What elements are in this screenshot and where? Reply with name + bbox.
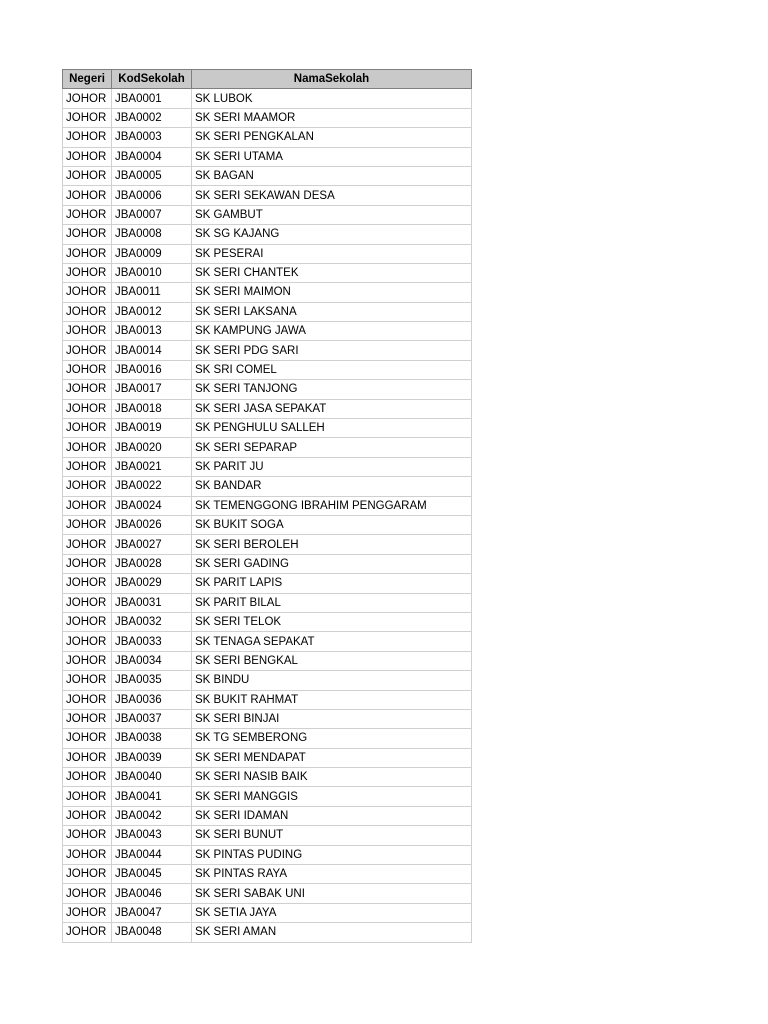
- cell-kodsekolah: JBA0032: [112, 612, 192, 631]
- table-row: [63, 477, 472, 496]
- cell-negeri: JOHOR: [63, 671, 112, 690]
- cell-kodsekolah: JBA0019: [112, 419, 192, 438]
- table-row: [63, 632, 472, 651]
- cell-kodsekolah: JBA0012: [112, 302, 192, 321]
- cell-namasekolah: SK SERI JASA SEPAKAT: [192, 399, 472, 418]
- cell-namasekolah: SK PESERAI: [192, 244, 472, 263]
- cell-negeri: JOHOR: [63, 690, 112, 709]
- table-row: [63, 574, 472, 593]
- cell-negeri: JOHOR: [63, 360, 112, 379]
- cell-kodsekolah: JBA0033: [112, 632, 192, 651]
- cell-namasekolah: SK TG SEMBERONG: [192, 729, 472, 748]
- cell-kodsekolah: JBA0016: [112, 360, 192, 379]
- table-row: [63, 651, 472, 670]
- table-row: [63, 554, 472, 573]
- cell-kodsekolah: JBA0017: [112, 380, 192, 399]
- cell-negeri: JOHOR: [63, 612, 112, 631]
- table-header: [63, 70, 472, 89]
- cell-namasekolah: SK SERI MAAMOR: [192, 108, 472, 127]
- cell-kodsekolah: JBA0029: [112, 574, 192, 593]
- cell-negeri: JOHOR: [63, 128, 112, 147]
- cell-namasekolah: SK SERI GADING: [192, 554, 472, 573]
- cell-namasekolah: SK SERI MANGGIS: [192, 787, 472, 806]
- table-row: [63, 380, 472, 399]
- cell-negeri: JOHOR: [63, 806, 112, 825]
- table-row: [63, 322, 472, 341]
- cell-kodsekolah: JBA0039: [112, 748, 192, 767]
- cell-namasekolah: SK SERI SABAK UNI: [192, 884, 472, 903]
- cell-negeri: JOHOR: [63, 651, 112, 670]
- cell-negeri: JOHOR: [63, 787, 112, 806]
- cell-namasekolah: SK SRI COMEL: [192, 360, 472, 379]
- table-row: [63, 903, 472, 922]
- cell-kodsekolah: JBA0018: [112, 399, 192, 418]
- cell-namasekolah: SK PINTAS RAYA: [192, 865, 472, 884]
- cell-negeri: JOHOR: [63, 477, 112, 496]
- cell-negeri: JOHOR: [63, 748, 112, 767]
- cell-kodsekolah: JBA0013: [112, 322, 192, 341]
- cell-namasekolah: SK PINTAS PUDING: [192, 845, 472, 864]
- cell-namasekolah: SK BUKIT SOGA: [192, 515, 472, 534]
- cell-negeri: JOHOR: [63, 341, 112, 360]
- table-row: [63, 419, 472, 438]
- cell-namasekolah: SK GAMBUT: [192, 205, 472, 224]
- cell-namasekolah: SK SERI MAIMON: [192, 283, 472, 302]
- cell-negeri: JOHOR: [63, 438, 112, 457]
- cell-kodsekolah: JBA0003: [112, 128, 192, 147]
- cell-namasekolah: SK SETIA JAYA: [192, 903, 472, 922]
- table-row: [63, 283, 472, 302]
- table-row: [63, 865, 472, 884]
- cell-namasekolah: SK KAMPUNG JAWA: [192, 322, 472, 341]
- cell-namasekolah: SK SERI BUNUT: [192, 826, 472, 845]
- table-row: [63, 438, 472, 457]
- cell-kodsekolah: JBA0002: [112, 108, 192, 127]
- cell-kodsekolah: JBA0020: [112, 438, 192, 457]
- cell-kodsekolah: JBA0043: [112, 826, 192, 845]
- cell-namasekolah: SK SERI TANJONG: [192, 380, 472, 399]
- cell-kodsekolah: JBA0014: [112, 341, 192, 360]
- table-row: [63, 244, 472, 263]
- cell-negeri: JOHOR: [63, 884, 112, 903]
- cell-kodsekolah: JBA0034: [112, 651, 192, 670]
- cell-kodsekolah: JBA0007: [112, 205, 192, 224]
- cell-namasekolah: SK SERI PENGKALAN: [192, 128, 472, 147]
- cell-kodsekolah: JBA0046: [112, 884, 192, 903]
- cell-negeri: JOHOR: [63, 283, 112, 302]
- cell-namasekolah: SK SERI MENDAPAT: [192, 748, 472, 767]
- header-namasekolah: NamaSekolah: [192, 70, 472, 89]
- cell-kodsekolah: JBA0036: [112, 690, 192, 709]
- cell-namasekolah: SK PARIT LAPIS: [192, 574, 472, 593]
- cell-namasekolah: SK LUBOK: [192, 89, 472, 108]
- table-row: [63, 205, 472, 224]
- table-row: [63, 225, 472, 244]
- table-row: [63, 147, 472, 166]
- cell-namasekolah: SK SERI IDAMAN: [192, 806, 472, 825]
- cell-kodsekolah: JBA0004: [112, 147, 192, 166]
- cell-namasekolah: SK SERI BENGKAL: [192, 651, 472, 670]
- cell-negeri: JOHOR: [63, 419, 112, 438]
- cell-namasekolah: SK BUKIT RAHMAT: [192, 690, 472, 709]
- table-row: [63, 593, 472, 612]
- cell-negeri: JOHOR: [63, 263, 112, 282]
- table-row: [63, 263, 472, 282]
- cell-kodsekolah: JBA0021: [112, 457, 192, 476]
- table-row: [63, 690, 472, 709]
- table-row: [63, 671, 472, 690]
- cell-kodsekolah: JBA0010: [112, 263, 192, 282]
- table-row: [63, 360, 472, 379]
- cell-kodsekolah: JBA0037: [112, 709, 192, 728]
- cell-negeri: JOHOR: [63, 535, 112, 554]
- table-row: [63, 496, 472, 515]
- cell-negeri: JOHOR: [63, 225, 112, 244]
- cell-negeri: JOHOR: [63, 709, 112, 728]
- table-row: [63, 748, 472, 767]
- table-row: [63, 787, 472, 806]
- cell-kodsekolah: JBA0045: [112, 865, 192, 884]
- school-list-sheet: [62, 69, 472, 943]
- cell-kodsekolah: JBA0009: [112, 244, 192, 263]
- table-row: [63, 341, 472, 360]
- school-table: [62, 69, 472, 943]
- cell-namasekolah: SK BAGAN: [192, 166, 472, 185]
- cell-namasekolah: SK SERI SEPARAP: [192, 438, 472, 457]
- cell-negeri: JOHOR: [63, 593, 112, 612]
- cell-negeri: JOHOR: [63, 166, 112, 185]
- cell-kodsekolah: JBA0042: [112, 806, 192, 825]
- cell-namasekolah: SK BANDAR: [192, 477, 472, 496]
- cell-negeri: JOHOR: [63, 826, 112, 845]
- table-row: [63, 709, 472, 728]
- table-row: [63, 108, 472, 127]
- cell-negeri: JOHOR: [63, 729, 112, 748]
- cell-kodsekolah: JBA0041: [112, 787, 192, 806]
- cell-kodsekolah: JBA0048: [112, 923, 192, 942]
- table-row: [63, 89, 472, 108]
- cell-negeri: JOHOR: [63, 923, 112, 942]
- table-row: [63, 845, 472, 864]
- cell-kodsekolah: JBA0044: [112, 845, 192, 864]
- cell-kodsekolah: JBA0006: [112, 186, 192, 205]
- cell-kodsekolah: JBA0028: [112, 554, 192, 573]
- table-row: [63, 457, 472, 476]
- table-row: [63, 166, 472, 185]
- table-row: [63, 768, 472, 787]
- cell-kodsekolah: JBA0035: [112, 671, 192, 690]
- cell-kodsekolah: JBA0038: [112, 729, 192, 748]
- cell-namasekolah: SK SERI LAKSANA: [192, 302, 472, 321]
- table-row: [63, 884, 472, 903]
- cell-namasekolah: SK SERI CHANTEK: [192, 263, 472, 282]
- cell-kodsekolah: JBA0001: [112, 89, 192, 108]
- cell-namasekolah: SK PARIT BILAL: [192, 593, 472, 612]
- cell-namasekolah: SK PENGHULU SALLEH: [192, 419, 472, 438]
- cell-kodsekolah: JBA0005: [112, 166, 192, 185]
- cell-negeri: JOHOR: [63, 865, 112, 884]
- cell-namasekolah: SK SERI TELOK: [192, 612, 472, 631]
- table-row: [63, 729, 472, 748]
- cell-negeri: JOHOR: [63, 186, 112, 205]
- cell-kodsekolah: JBA0031: [112, 593, 192, 612]
- cell-kodsekolah: JBA0026: [112, 515, 192, 534]
- cell-namasekolah: SK TEMENGGONG IBRAHIM PENGGARAM: [192, 496, 472, 515]
- table-row: [63, 806, 472, 825]
- table-row: [63, 826, 472, 845]
- cell-namasekolah: SK BINDU: [192, 671, 472, 690]
- cell-negeri: JOHOR: [63, 515, 112, 534]
- cell-kodsekolah: JBA0022: [112, 477, 192, 496]
- cell-namasekolah: SK SERI PDG SARI: [192, 341, 472, 360]
- cell-namasekolah: SK TENAGA SEPAKAT: [192, 632, 472, 651]
- cell-negeri: JOHOR: [63, 632, 112, 651]
- cell-negeri: JOHOR: [63, 903, 112, 922]
- cell-kodsekolah: JBA0011: [112, 283, 192, 302]
- cell-negeri: JOHOR: [63, 380, 112, 399]
- cell-kodsekolah: JBA0047: [112, 903, 192, 922]
- cell-negeri: JOHOR: [63, 147, 112, 166]
- cell-negeri: JOHOR: [63, 108, 112, 127]
- cell-negeri: JOHOR: [63, 457, 112, 476]
- header-negeri: Negeri: [63, 70, 112, 89]
- cell-namasekolah: SK SG KAJANG: [192, 225, 472, 244]
- cell-namasekolah: SK SERI BINJAI: [192, 709, 472, 728]
- table-row: [63, 535, 472, 554]
- cell-namasekolah: SK SERI BEROLEH: [192, 535, 472, 554]
- cell-kodsekolah: JBA0027: [112, 535, 192, 554]
- cell-negeri: JOHOR: [63, 768, 112, 787]
- cell-negeri: JOHOR: [63, 554, 112, 573]
- cell-namasekolah: SK SERI SEKAWAN DESA: [192, 186, 472, 205]
- cell-negeri: JOHOR: [63, 89, 112, 108]
- cell-negeri: JOHOR: [63, 244, 112, 263]
- cell-namasekolah: SK PARIT JU: [192, 457, 472, 476]
- cell-namasekolah: SK SERI AMAN: [192, 923, 472, 942]
- cell-negeri: JOHOR: [63, 496, 112, 515]
- cell-kodsekolah: JBA0040: [112, 768, 192, 787]
- cell-kodsekolah: JBA0008: [112, 225, 192, 244]
- table-row: [63, 923, 472, 942]
- cell-negeri: JOHOR: [63, 845, 112, 864]
- header-kodsekolah: KodSekolah: [112, 70, 192, 89]
- cell-negeri: JOHOR: [63, 205, 112, 224]
- table-row: [63, 186, 472, 205]
- cell-kodsekolah: JBA0024: [112, 496, 192, 515]
- cell-negeri: JOHOR: [63, 574, 112, 593]
- table-row: [63, 302, 472, 321]
- table-row: [63, 515, 472, 534]
- table-row: [63, 128, 472, 147]
- table-body: [63, 89, 472, 942]
- header-row: [63, 70, 472, 89]
- cell-negeri: JOHOR: [63, 302, 112, 321]
- cell-namasekolah: SK SERI NASIB BAIK: [192, 768, 472, 787]
- table-row: [63, 399, 472, 418]
- cell-negeri: JOHOR: [63, 322, 112, 341]
- cell-namasekolah: SK SERI UTAMA: [192, 147, 472, 166]
- cell-negeri: JOHOR: [63, 399, 112, 418]
- table-row: [63, 612, 472, 631]
